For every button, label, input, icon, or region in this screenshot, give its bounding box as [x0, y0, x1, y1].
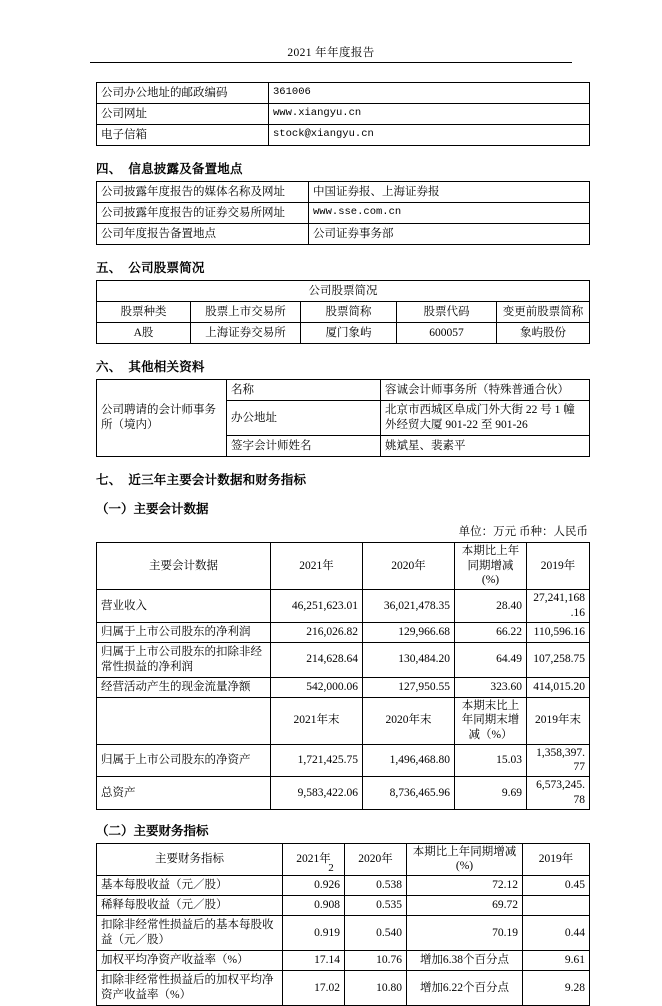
unit-currency-note: 单位：万元 币种：人民币 [458, 526, 588, 538]
row-label: 归属于上市公司股东的净资产 [97, 744, 271, 776]
field-value: 姚斌星、裴素平 [381, 436, 590, 457]
row-value: 中国证券报、上海证券报 [309, 182, 590, 203]
cell-stock-abbr: 厦门象屿 [301, 323, 397, 344]
subsection-heading-1: （一）主要会计数据 [96, 502, 209, 516]
field-key: 办公地址 [227, 401, 381, 436]
cell-stock-type: A股 [97, 323, 191, 344]
cell-2019: 110,596.16 [527, 622, 590, 642]
subsection-heading-2: （二）主要财务指标 [96, 823, 209, 838]
table-row [97, 203, 590, 224]
column-header: 2020年 [363, 543, 455, 590]
table-row [97, 744, 590, 776]
cell-change: 72.12 [407, 876, 523, 896]
row-label: 基本每股收益（元／股） [97, 876, 283, 896]
cell-2019: 107,258.75 [527, 642, 590, 677]
column-header: 2019年 [527, 543, 590, 590]
cell-change: 64.49 [455, 642, 527, 677]
column-header: 股票代码 [397, 302, 497, 323]
table-row [97, 622, 590, 642]
running-header: 2021 年年度报告 [287, 47, 375, 59]
table-caption: 公司股票简况 [97, 281, 590, 302]
table-row [97, 125, 590, 146]
cell-2019: 9.28 [523, 971, 590, 1006]
auditor-row-label: 公司聘请的会计师事务所（境内） [97, 380, 227, 457]
cell-2020: 8,736,465.96 [363, 777, 455, 809]
column-header: 股票上市交易所 [191, 302, 301, 323]
section-heading-4 [96, 159, 590, 177]
table-header-row-2 [97, 697, 590, 744]
table-header-row [97, 302, 590, 323]
cell-change: 70.19 [407, 916, 523, 951]
column-header: 2021年 [271, 543, 363, 590]
section-heading-6 [96, 357, 590, 375]
cell-2021: 0.926 [283, 876, 345, 896]
row-label: 公司披露年度报告的媒体名称及网址 [97, 182, 309, 203]
cell-2020: 0.538 [345, 876, 407, 896]
column-header: 本期末比上年同期末增减（%） [455, 697, 527, 744]
table-row [97, 642, 590, 677]
table-row [97, 951, 590, 971]
table-row [97, 380, 590, 401]
row-label: 公司披露年度报告的证券交易所网址 [97, 203, 309, 224]
row-label: 营业收入 [97, 590, 271, 622]
page-number: 2 [328, 862, 334, 874]
cell-change: 增加6.38个百分点 [407, 951, 523, 971]
row-label: 扣除非经常性损益后的加权平均净资产收益率（%） [97, 971, 283, 1006]
cell-2021: 542,000.06 [271, 677, 363, 697]
column-header: 2019年 [523, 843, 590, 875]
cell-2019: 414,015.20 [527, 677, 590, 697]
row-value: 公司证券事务部 [309, 224, 590, 245]
cell-2019: 9.61 [523, 951, 590, 971]
cell-2020: 10.80 [345, 971, 407, 1006]
cell-2019: 6,573,245.78 [527, 777, 590, 809]
auditor-table [96, 379, 590, 457]
cell-change: 69.72 [407, 896, 523, 916]
section-title: 近三年主要会计数据和财务指标 [128, 473, 307, 487]
cell-2020: 130,484.20 [363, 642, 455, 677]
cell-2020: 129,966.68 [363, 622, 455, 642]
field-key: 名称 [227, 380, 381, 401]
column-header-empty [97, 697, 271, 744]
column-header: 主要会计数据 [97, 543, 271, 590]
column-header: 2021年末 [271, 697, 363, 744]
table-row [97, 916, 590, 951]
cell-2021: 216,026.82 [271, 622, 363, 642]
row-label: 归属于上市公司股东的扣除非经常性损益的净利润 [97, 642, 271, 677]
column-header: 变更前股票简称 [497, 302, 590, 323]
section-heading-5 [96, 258, 590, 276]
column-header: 股票简称 [301, 302, 397, 323]
column-header: 2020年 [345, 843, 407, 875]
row-label: 经营活动产生的现金流量净额 [97, 677, 271, 697]
cell-2020: 0.540 [345, 916, 407, 951]
cell-former-abbr: 象屿股份 [497, 323, 590, 344]
main-accounting-data-table [96, 542, 590, 810]
table-caption-row [97, 281, 590, 302]
cell-change: 15.03 [455, 744, 527, 776]
cell-2019: 0.45 [523, 876, 590, 896]
section-heading-7 [96, 470, 590, 488]
column-header: 本期比上年同期增减(%) [455, 543, 527, 590]
cell-2020: 127,950.55 [363, 677, 455, 697]
field-value: 容诚会计师事务所（特殊普通合伙） [381, 380, 590, 401]
row-label: 总资产 [97, 777, 271, 809]
row-label: 扣除非经常性损益后的基本每股收益（元／股） [97, 916, 283, 951]
column-header: 本期比上年同期增减(%) [407, 843, 523, 875]
cell-2019: 1,358,397.77 [527, 744, 590, 776]
table-row [97, 83, 590, 104]
table-row [97, 971, 590, 1006]
cell-2020: 10.76 [345, 951, 407, 971]
column-header: 主要财务指标 [97, 843, 283, 875]
cell-change: 9.69 [455, 777, 527, 809]
table-row [97, 323, 590, 344]
table-row [97, 104, 590, 125]
table-row [97, 876, 590, 896]
row-label: 公司网址 [97, 104, 269, 125]
row-label: 公司办公地址的邮政编码 [97, 83, 269, 104]
cell-2021: 17.02 [283, 971, 345, 1006]
section-title: 其他相关资料 [128, 360, 205, 374]
section-number: 七、 [96, 473, 122, 487]
cell-2019 [523, 896, 590, 916]
header-rule [90, 62, 572, 63]
stock-overview-table [96, 280, 590, 344]
field-key: 签字会计师姓名 [227, 436, 381, 457]
cell-2020: 0.535 [345, 896, 407, 916]
cell-2021: 0.919 [283, 916, 345, 951]
section-title: 信息披露及备置地点 [128, 162, 243, 176]
row-label: 加权平均净资产收益率（%） [97, 951, 283, 971]
cell-2019: 0.44 [523, 916, 590, 951]
cell-2021: 1,721,425.75 [271, 744, 363, 776]
row-label: 稀释每股收益（元／股） [97, 896, 283, 916]
cell-change: 323.60 [455, 677, 527, 697]
cell-change: 增加6.22个百分点 [407, 971, 523, 1006]
table-row [97, 677, 590, 697]
disclosure-table [96, 181, 590, 245]
cell-2019: 27,241,168.16 [527, 590, 590, 622]
table-row [97, 182, 590, 203]
column-header: 股票种类 [97, 302, 191, 323]
column-header: 2019年末 [527, 697, 590, 744]
table-header-row [97, 543, 590, 590]
cell-exchange: 上海证券交易所 [191, 323, 301, 344]
column-header: 2021年 [283, 843, 345, 875]
section-title: 公司股票简况 [128, 261, 205, 275]
cell-2020: 1,496,468.80 [363, 744, 455, 776]
row-value: www.sse.com.cn [309, 203, 590, 224]
cell-change: 66.22 [455, 622, 527, 642]
table-row [97, 896, 590, 916]
row-label: 电子信箱 [97, 125, 269, 146]
table-row [97, 224, 590, 245]
column-header: 2020年末 [363, 697, 455, 744]
row-label: 归属于上市公司股东的净利润 [97, 622, 271, 642]
cell-change: 28.40 [455, 590, 527, 622]
row-label: 公司年度报告备置地点 [97, 224, 309, 245]
cell-2020: 36,021,478.35 [363, 590, 455, 622]
cell-2021: 46,251,623.01 [271, 590, 363, 622]
section-number: 四、 [96, 162, 122, 176]
table-row [97, 590, 590, 622]
company-contact-table [96, 82, 590, 146]
cell-stock-code: 600057 [397, 323, 497, 344]
table-row [97, 777, 590, 809]
cell-2021: 0.908 [283, 896, 345, 916]
row-value: stock@xiangyu.cn [269, 125, 590, 146]
section-number: 六、 [96, 360, 122, 374]
field-value: 北京市西城区阜成门外大街 22 号 1 幢外经贸大厦 901-22 至 901-26 [381, 401, 590, 436]
section-number: 五、 [96, 261, 122, 275]
cell-2021: 17.14 [283, 951, 345, 971]
row-value: 361006 [269, 83, 590, 104]
row-value: www.xiangyu.cn [269, 104, 590, 125]
cell-2021: 9,583,422.06 [271, 777, 363, 809]
cell-2021: 214,628.64 [271, 642, 363, 677]
